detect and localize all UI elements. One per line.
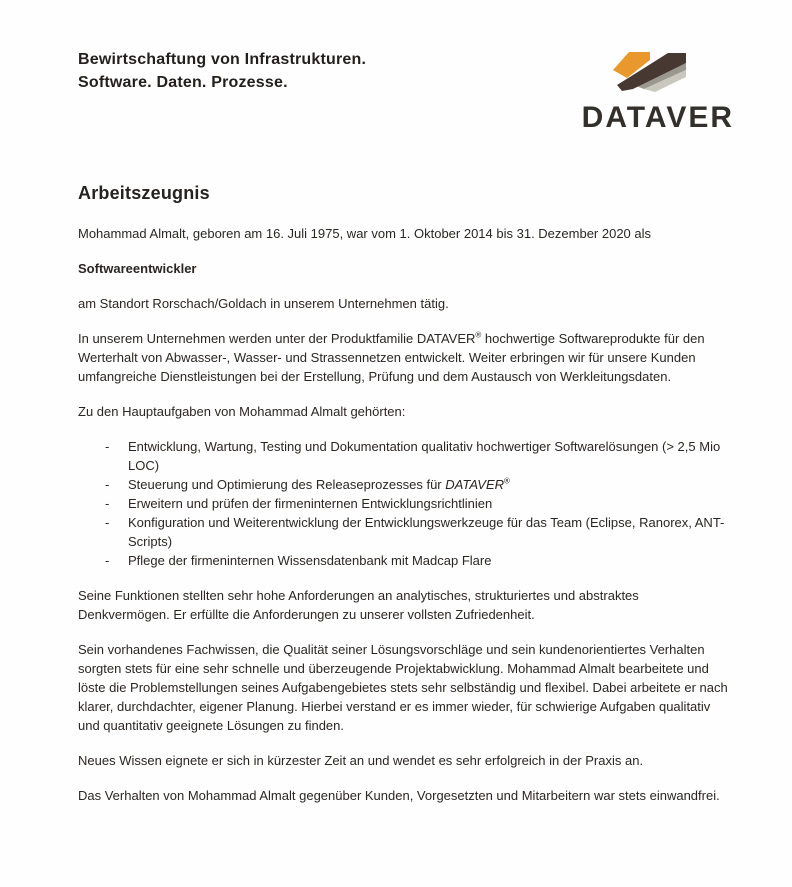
conduct-paragraph: Das Verhalten von Mohammad Almalt gegenüber Kunden, Vorgesetzten und Mitarbeitern war stets einwandfrei. [78,788,720,803]
expertise-paragraph: Sein vorhandenes Fachwissen, die Qualität seiner Lösungsvorschläge und sein kundenorientiertes Verhalten sorgten stets für eine sehr schnelle und überzeugende Projektabwicklung. Mohammad Almalt bearbeitete und löste die Problemstellungen seines Aufgabengebietes stets sehr selbständig und flexibel. Dabei arbeitete er nach klarer, durchdachter, eigener Planung. Hierbei verstand er es immer wieder, für schwierige Aufgaben qualitativ und quantitativ geeignete Lösungen zu finden. [78,642,728,733]
task-item [105,494,734,513]
task-item [105,551,734,570]
company-description-paragraph [78,329,734,386]
registered-trademark-symbol: ® [504,476,510,486]
company-text-after-trademark: hochwertige Softwareprodukte für den Werterhalt von Abwasser-, Wasser- und Strassennetzen entwickelt. Weiter erbringen wir für unsere Kunden umfangreiche Dienstleistungen bei der Erstellung, Prüfung und dem Austausch von Werkleitungsdaten. [78,331,705,384]
bullet-dash: - [105,477,110,492]
task-text-plain: Steuerung und Optimierung des Releaseprozesses für [128,477,446,492]
tagline-line-1: Bewirtschaftung von Infrastrukturen. [78,51,367,68]
task-text [128,513,734,551]
task-text-plain: Pflege der firmeninternen Wissensdatenbank mit Madcap Flare [128,553,492,568]
company-logo [582,44,734,135]
bullet-dash: - [105,496,110,511]
functions-paragraph: Seine Funktionen stellten sehr hohe Anforderungen an analytisches, strukturiertes und abstraktes Denkvermögen. Er erfüllte die Anforderungen zu unserer vollsten Zufriedenheit. [78,588,639,622]
tasks-list [78,437,734,570]
location-paragraph: am Standort Rorschach/Goldach in unserem Unternehmen tätig. [78,296,449,311]
task-text [128,437,734,475]
task-item [105,475,734,494]
product-name-italic: DATAVER [445,477,505,492]
bullet-dash: - [105,439,110,454]
tagline-line-2: Software. Daten. Prozesse. [78,74,288,91]
task-text-plain: Konfiguration und Weiterentwicklung der Entwicklungswerkzeuge für das Team (Eclipse, Ranorex, ANT-Scripts) [128,515,725,549]
bullet-dash: - [105,553,110,568]
task-text-plain: Entwicklung, Wartung, Testing und Dokumentation qualitativ hochwertiger Softwarelösungen (> 2,5 Mio LOC) [128,439,721,473]
letter-body [78,181,734,805]
logo-wordmark: DATAVER [581,101,734,134]
dataver-logo-icon [600,44,728,100]
task-text-plain: Erweitern und prüfen der firmeninternen Entwicklungsrichtlinien [128,496,493,511]
task-item [105,437,734,475]
task-text [128,494,734,513]
document-title: Arbeitszeugnis [78,183,210,203]
intro-paragraph: Mohammad Almalt, geboren am 16. Juli 1975, war vom 1. Oktober 2014 bis 31. Dezember 2020 als [78,226,652,241]
learning-paragraph: Neues Wissen eignete er sich in kürzester Zeit an und wendet es sehr erfolgreich in der Praxis an. [78,753,644,768]
company-tagline [78,46,366,94]
task-text [128,475,734,494]
task-item [105,513,734,551]
tasks-intro-paragraph: Zu den Hauptaufgaben von Mohammad Almalt gehörten: [78,404,406,419]
letterhead [78,46,734,135]
registered-trademark-symbol: ® [475,330,482,340]
task-text [128,551,734,570]
company-text-before-trademark: In unserem Unternehmen werden unter der Produktfamilie DATAVER [78,331,476,346]
job-title: Softwareentwickler [78,261,197,276]
bullet-dash: - [105,515,110,530]
